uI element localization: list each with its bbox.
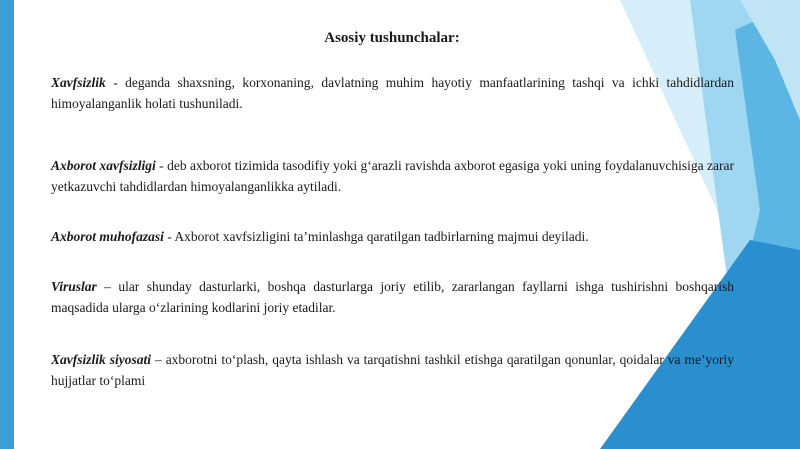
definition-xavfsizlik-siyosati [51,349,734,391]
definition-term: Xavfsizlik siyosati [51,352,151,367]
slide-title: Asosiy tushunchalar: [324,30,460,46]
definition-viruslar [51,276,734,318]
definition-text: - deb axborot tizimida tasodifiy yoki g‘arazli ravishda axborot egasiga yoki uning foydalanuvchisiga zarar yetkazuvchi tahdidlardan himoyalanganlikka aytiladi. [51,158,734,194]
definition-text: – axborotni to‘plash, qayta ishlash va tarqatishni tashkil etishga qaratilgan qonunlar, qoidalar va me’yoriy hujjatlar to‘plami [51,352,734,388]
definition-text: - Axborot xavfsizligini ta’minlashga qaratilgan tadbirlarning majmui deyiladi. [163,229,589,244]
definition-term: Axborot muhofazasi [51,229,164,244]
definition-axborot-muhofazasi [51,226,734,247]
definition-text: - deganda shaxsning, korxonaning, davlatning muhim hayotiy manfaatlarining tashqi va ichki tahdidlardan himoyalanganlik holati tushuniladi. [51,75,734,111]
definition-term: Viruslar [51,279,97,294]
right-dark-facet [600,240,800,449]
left-accent-strip [0,0,14,449]
definition-text: – ular shunday dasturlarki, boshqa dasturlarga joriy etilib, zararlangan fayllarni ishga tushirishni boshqarish maqsadida ularga o‘zlarining kodlarini joriy etadilar. [51,279,734,315]
definition-axborot-xavfsizligi [51,155,734,197]
definition-term: Xavfsizlik [51,75,106,90]
definition-term: Axborot xavfsizligi [51,158,156,173]
definition-xavfsizlik [51,72,734,114]
